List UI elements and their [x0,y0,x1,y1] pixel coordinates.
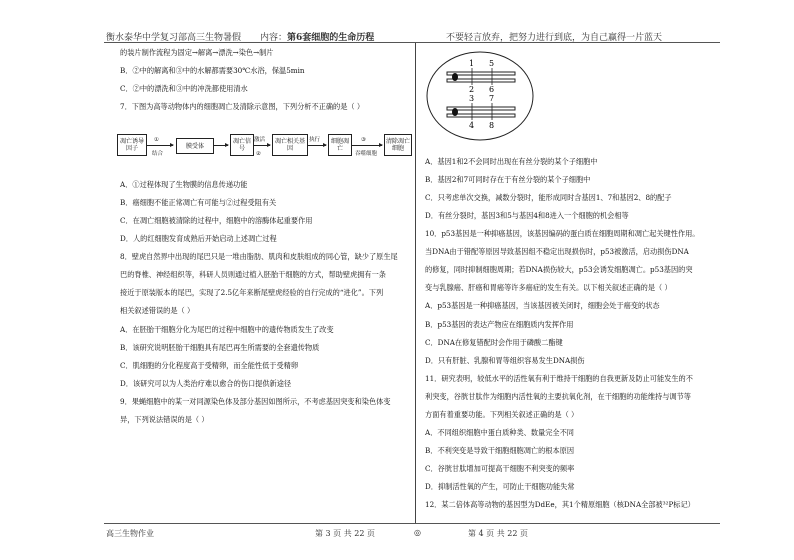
header-rule [104,42,720,43]
q10-option-b: B．p53基因的表达产物应在细胞质内发挥作用 [425,320,574,329]
q8-option-a: A．在胚胎干细胞分化为尾巴的过程中细胞中的遗传物质发生了改变 [120,325,334,334]
q8-stem-1: 巴的脊椎、神经组织等，科研人员则通过植入胚胎干细胞的方式，帮助壁虎拥有一条 [120,270,386,279]
q10-option-d: D．只有肝脏、乳腺和胃等组织容易发生DNA损伤 [425,356,585,365]
q10-option-a: A．p53基因是一种抑癌基因，当该基因被关闭时，细胞会处于癌变的状态 [425,301,660,310]
edge-label-execute: 执行 [309,137,321,143]
gene-label-2: 2 [469,85,475,94]
edge-label-1: ① [154,137,159,143]
nucleus-outline [427,52,533,140]
edge-label-activate: 激活 [254,137,266,143]
q11-option-d: D．抑制活性氧的产生，可防止干细胞功能失常 [425,482,575,491]
left-line-2: C．②中的漂洗和③中的冲洗都使用清水 [120,84,248,93]
node-receptor: 膜受体 [176,138,214,154]
header-content-title: 第6套细胞的生命历程 [287,33,375,43]
gene-label-7: 7 [489,94,495,103]
edge-label-3: ③ [361,137,366,143]
arrow-5 [352,145,382,146]
q7-option-d: D．人的红细胞发育成熟后开始启动上述凋亡过程 [120,234,277,243]
node-apoptosis: 细胞凋亡 [328,134,352,156]
q9-option-b: B．基因2和7可同时存在于有丝分裂的某个子细胞中 [425,175,591,184]
q11-stem-2: 方面有着重要功能。下列相关叙述正确的是（ ） [425,410,579,419]
gene-label-5: 5 [489,59,495,68]
gene-label-3: 3 [469,94,475,103]
chromosome-svg [425,50,535,142]
arrow-1 [147,145,173,146]
q11-stem-1: 利突变，谷胱甘肽作为细胞内活性氧的主要抗氧化剂，在干细胞的功能维持与调节等 [425,392,691,401]
q8-option-b: B．该研究说明胚胎干细胞具有尾巴再生所需要的全套遗传物质 [120,343,320,352]
header-content-label: 内容： [260,33,288,43]
q7-option-c: C．在凋亡细胞被清除的过程中，细胞中的溶酶体起重要作用 [120,216,313,225]
node-clearance: 清除凋亡细胞 [384,134,412,156]
column-divider [415,43,416,523]
left-line-1: B．②中的解离和③中的水解都需要30℃水浴，保温5min [120,66,305,75]
footer-rule [104,523,720,524]
q8-option-c: C．肌细胞的分化程度高于受精卵，而全能性低于受精卵 [120,361,299,370]
node-genes: 凋亡相关基因 [272,134,308,156]
edge-label-2: ② [256,151,261,157]
q9-option-d: D．有丝分裂时，基因3和5与基因4和8进入一个细胞的机会相等 [425,211,629,220]
q11-option-c: C．谷胱甘肽增加可提高干细胞不利突变的频率 [425,464,575,473]
arrow-2 [214,145,228,146]
q10-stem-3: 变与乳腺癌、肝癌和胃癌等许多癌症的发生有关。以下相关叙述正确的是（ ） [425,283,672,292]
q10-option-c: C．DNA在修复错配时会作用于磷酸二酯键 [425,338,563,347]
q8-option-d: D．该研究可以为人类治疗难以愈合的伤口提供新途径 [120,379,292,388]
q8-stem-0: 8．壁虎自然界中出现的尾巴只是一堆由脂肪、肌肉和皮肤组成的同心管，缺少了原生尾 [120,252,398,261]
arrow-3 [254,145,270,146]
q8-stem-3: 相关叙述错误的是（ ） [120,306,195,315]
centromere-upper [452,73,458,81]
q9-option-a: A．基因1和2不会同时出现在有丝分裂的某个子细胞中 [425,157,598,166]
edge-label-phagocyte: 吞噬细胞 [355,151,378,157]
footer-page-right: 第 4 页 共 22 页 [468,529,528,538]
left-line-0: 的装片制作流程为固定→解离→漂洗→染色→制片 [120,48,274,57]
q9-stem-0: 9．果蝇细胞中的某一对同源染色体及部分基因如图所示，不考虑基因突变和染色体变 [120,397,391,406]
q7-stem: 7．下图为高等动物体内的细胞凋亡及清除示意图，下列分析不正确的是（ ） [120,102,365,111]
q10-stem-2: 的修复，同时抑制细胞周期；若DNA损伤较大，p53会诱发细胞凋亡。p53基因的突 [425,265,693,274]
q11-stem-0: 11．研究表明，较低水平的活性氧有利于维持干细胞的自我更新及防止可能发生的不 [425,374,693,383]
q9-stem-1: 异，下列说法错误的是（ ） [120,415,209,424]
header-motto: 不要轻言放弃，把努力进行到底，为自己赢得一片蓝天 [446,33,663,43]
q10-stem-1: 当DNA由于错配等原因导致基因组不稳定出现损伤时，p53被激活，启动损伤DNA [425,247,689,256]
footer-center-mark: ◎ [414,528,421,537]
footer-page-left: 第 3 页 共 22 页 [315,529,375,538]
gene-label-6: 6 [489,85,495,94]
q9-option-c: C．只考虑单次交换，减数分裂时，能形成同时含基因1、7和基因2、8的配子 [425,193,672,202]
centromere-lower [452,108,458,116]
arrow-4 [308,145,326,146]
q7-option-a: A．①过程体现了生物膜的信息传递功能 [120,180,248,189]
q12-stem: 12．某二倍体高等动物的基因型为DdEe，其1个精原细胞（核DNA全部被³²P标记） [425,500,695,509]
header-school: 衡水泰华中学复习部高三生物暑假 [106,33,242,43]
q11-option-b: B．不利突变是导致干细胞细胞凋亡的根本原因 [425,446,575,455]
q10-stem-0: 10．p53基因是一种抑癌基因，该基因编码的蛋白质在细胞周期和凋亡起关键性作用。 [425,229,700,238]
edge-label-bind: 结合 [152,151,164,157]
q7-option-b: B．癌细胞不能正常凋亡有可能与②过程受阻有关 [120,198,277,207]
footer-subject: 高三生物作业 [106,529,154,538]
node-signal: 凋亡信号 [230,134,254,156]
q11-option-a: A．不同组织细胞中蛋白质种类、数量完全不同 [425,428,574,437]
gene-label-4: 4 [469,121,475,130]
gene-label-8: 8 [489,121,495,130]
q8-stem-2: 接近于原装版本的尾巴，实现了2.5亿年来断尾壁虎经验的自行完成的“进化”。下列 [120,288,384,297]
gene-label-1: 1 [469,59,475,68]
chromosome-diagram [425,50,535,142]
node-inducer: 凋亡诱导因子 [117,134,147,156]
